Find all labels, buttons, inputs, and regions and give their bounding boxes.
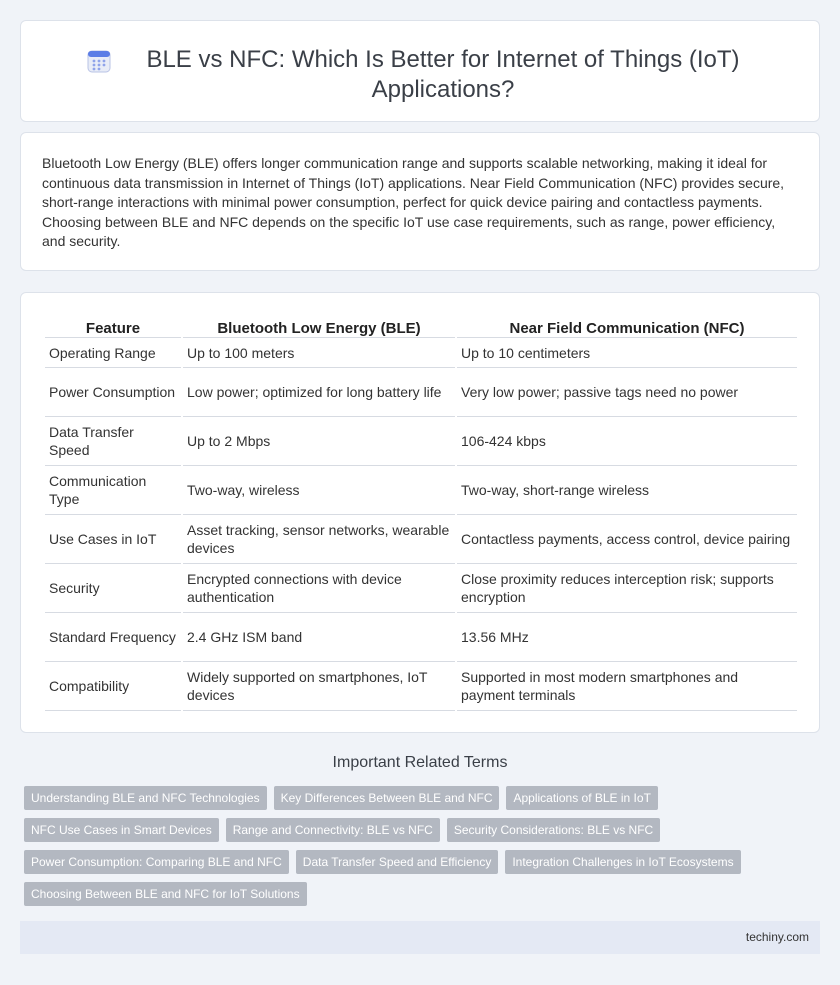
ble-cell: Up to 100 meters — [183, 338, 455, 368]
nfc-cell: Contactless payments, access control, device pairing — [457, 515, 797, 564]
comparison-table — [43, 317, 799, 711]
feature-cell: Standard Frequency — [45, 613, 181, 662]
table-row — [45, 368, 797, 417]
comparison-table-card — [20, 292, 820, 733]
related-term-tag[interactable]: Data Transfer Speed and Efficiency — [296, 850, 499, 874]
footer-site-link[interactable]: techiny.com — [745, 930, 809, 944]
column-header-nfc: Near Field Communication (NFC) — [457, 317, 797, 338]
calendar-grid-icon — [87, 49, 111, 73]
ble-cell: Widely supported on smartphones, IoT devices — [183, 662, 455, 711]
related-term-tag[interactable]: Power Consumption: Comparing BLE and NFC — [24, 850, 289, 874]
ble-cell: Asset tracking, sensor networks, wearable devices — [183, 515, 455, 564]
page-title: BLE vs NFC: Which Is Better for Internet of Things (IoT) Applications? — [146, 46, 740, 103]
table-header-row — [45, 317, 797, 338]
feature-cell: Communication Type — [45, 466, 181, 515]
related-term-tag[interactable]: Range and Connectivity: BLE vs NFC — [226, 818, 440, 842]
nfc-cell: Close proximity reduces interception risk; supports encryption — [457, 564, 797, 613]
table-row — [45, 564, 797, 613]
ble-cell: Two-way, wireless — [183, 466, 455, 515]
column-header-feature: Feature — [45, 317, 181, 338]
nfc-cell: Two-way, short-range wireless — [457, 466, 797, 515]
header-card — [20, 20, 820, 122]
related-term-tag[interactable]: Key Differences Between BLE and NFC — [274, 786, 500, 810]
nfc-cell: Supported in most modern smartphones and payment terminals — [457, 662, 797, 711]
feature-cell: Data Transfer Speed — [45, 417, 181, 466]
ble-cell: Low power; optimized for long battery life — [183, 368, 455, 417]
nfc-cell: 106-424 kbps — [457, 417, 797, 466]
ble-cell: 2.4 GHz ISM band — [183, 613, 455, 662]
intro-paragraph: Bluetooth Low Energy (BLE) offers longer communication range and supports scalable networking, making it ideal for continuous data transmission in Internet of Things (IoT) applications. Near Field Communication (NFC) provides secure, short-range interactions with minimal power consumption, perfect for quick device pairing and contactless payments. Choosing between BLE and NFC depends on the specific IoT use case requirements, such as range, power efficiency, and security. — [42, 155, 785, 249]
table-row — [45, 662, 797, 711]
footer — [20, 921, 820, 954]
related-terms-list — [24, 786, 814, 906]
related-terms-title: Important Related Terms — [332, 754, 508, 771]
ble-cell: Up to 2 Mbps — [183, 417, 455, 466]
feature-cell: Power Consumption — [45, 368, 181, 417]
related-term-tag[interactable]: Applications of BLE in IoT — [506, 786, 657, 810]
table-row — [45, 466, 797, 515]
related-term-tag[interactable]: Choosing Between BLE and NFC for IoT Solutions — [24, 882, 307, 906]
nfc-cell: Very low power; passive tags need no power — [457, 368, 797, 417]
feature-cell: Security — [45, 564, 181, 613]
table-row — [45, 338, 797, 368]
nfc-cell: 13.56 MHz — [457, 613, 797, 662]
column-header-ble: Bluetooth Low Energy (BLE) — [183, 317, 455, 338]
feature-cell: Operating Range — [45, 338, 181, 368]
intro-card — [20, 132, 820, 271]
related-term-tag[interactable]: Security Considerations: BLE vs NFC — [447, 818, 660, 842]
feature-cell: Use Cases in IoT — [45, 515, 181, 564]
table-row — [45, 417, 797, 466]
feature-cell: Compatibility — [45, 662, 181, 711]
table-row — [45, 515, 797, 564]
related-term-tag[interactable]: NFC Use Cases in Smart Devices — [24, 818, 219, 842]
nfc-cell: Up to 10 centimeters — [457, 338, 797, 368]
related-term-tag[interactable]: Integration Challenges in IoT Ecosystems — [505, 850, 740, 874]
ble-cell: Encrypted connections with device authentication — [183, 564, 455, 613]
related-term-tag[interactable]: Understanding BLE and NFC Technologies — [24, 786, 267, 810]
table-row — [45, 613, 797, 662]
